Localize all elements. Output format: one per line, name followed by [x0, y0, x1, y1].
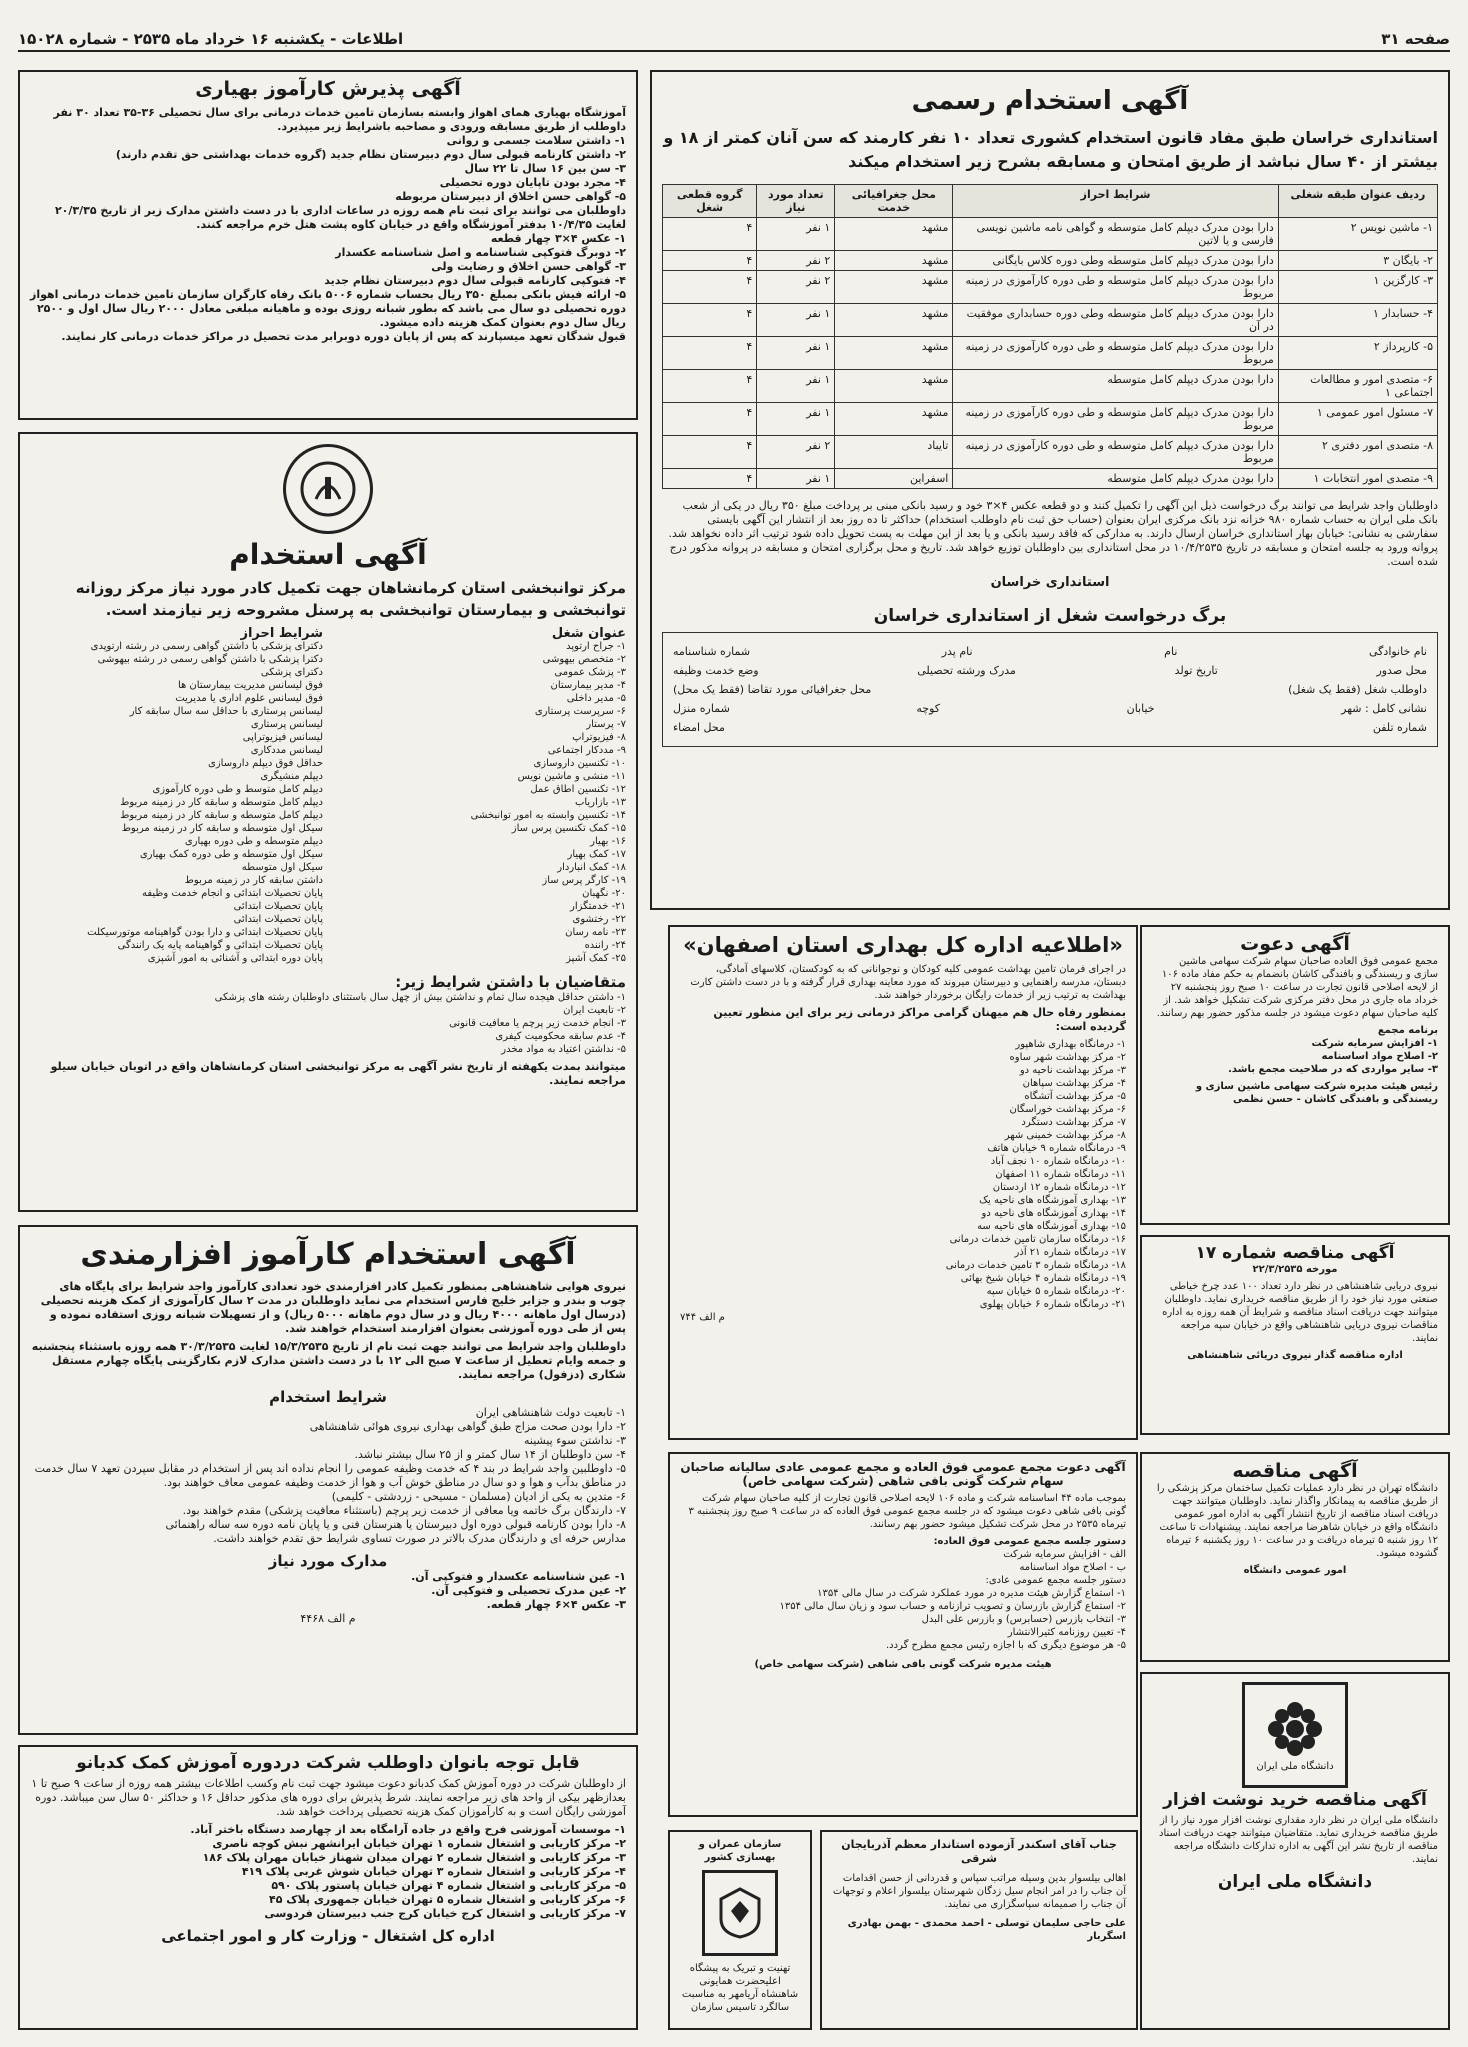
job-list: ۱- جراح ارتوپد ۲- متخصص بیهوشی ۳- پزشک عمومی ۴- مدیر بیمارستان ۵- مدیر داخلی ۶- سرپرست پرستاری ۷- پرستار ۸- فیزیوتراپ ۹- مددکار اجتماعی ۱۰- تکنسین داروسازی ۱۱- منشی و ماشین نویس ۱۲- تکنسین اطاق عمل ۱۳- بازاریاب ۱۴- تکنسین وابسته به امور توانبخشی ۱۵- کمک تکنسین پرس ساز ۱۶- بهیار ۱۷- کمک بهیار ۱۸- کمک انباردار ۱۹- کارگر پرس ساز ۲۰- نگهبان ۲۱- خدمتگزار ۲۲- رختشوی ۲۳- نامه رسان ۲۴- راننده ۲۵- کمک آشپز — [470, 641, 626, 964]
kermanshah-jobs — [30, 627, 626, 965]
khorasan-intro: استانداری خراسان طبق مفاد قانون استخدام کشوری تعداد ۱۰ نفر کارمند که سن آنان کمتر از ۱۸ و بیشتر از ۴۰ سال نباشد از طریق امتحان و مسابقه بشرح زیر استخدام میکند — [663, 128, 1438, 171]
khorasan-title: آگهی استخدام رسمی — [911, 86, 1189, 116]
col-job-header: عنوان شغل — [551, 626, 626, 641]
majma-body: بموجب ماده ۴۴ اساسنامه شرکت و ماده ۱۰۶ لایحه اصلاحی قانون تجارت از کلیه صاحبان سهام شرکت گونی بافی شاهی دعوت میشود که در جلسه مجمع عمومی فوق العاده که در ساعت ۹ صبح روز پنجشنبه ۳ تیرماه ۲۵۳۵ در محل شرکت تشکیل میشود حضور بهم رسانند. — [688, 1493, 1126, 1530]
monaqese17-signature: اداره مناقصه گذار نیروی دریائی شاهنشاهی — [1187, 1350, 1403, 1361]
table-row: ۸- متصدی امور دفتری ۲ دارا بودن مدرک دیپلم کامل متوسطه و طی دوره کارآموزی در زمینه مربوط تایباد ۲ نفر ۴ — [663, 436, 1438, 469]
software-ad — [1140, 1672, 1450, 2030]
software-title: آگهی مناقصه خرید نوشت افزار — [1163, 1790, 1427, 1810]
logo-caption: دانشگاه ملی ایران — [1256, 1760, 1334, 1772]
monaqese-body: دانشگاه تهران در نظر دارد عملیات تکمیل ساختمان مرکز پزشکی را از طریق مناقصه به پیمانکار واگذار نماید. داوطلبان میتوانند جهت دریافت اسناد مناقصه از تاریخ انتشار آگهی به اداره امور عمومی دانشگاه واقع در خیابان شاهرضا مراجعه نمایند. پیشنهادات تا ساعت ۱۲ روز شنبه ۵ تیرماه دریافت و در ساعت ۱۰ روز یکشنبه ۶ تیرماه گشوده میشود. — [1156, 1483, 1438, 1559]
majma-agenda-title: دستور جلسه مجمع عمومی فوق العاده: — [933, 1536, 1126, 1547]
kermanshah-title: آگهی استخدام — [229, 538, 427, 571]
karamouz-code: م الف ۴۴۶۸ — [300, 1612, 356, 1625]
davat-title: آگهی دعوت — [1240, 933, 1350, 955]
kadbanu-ad — [18, 1745, 638, 2030]
page-header — [18, 28, 1450, 52]
col-title: ردیف عنوان طبقه شغلی — [1278, 185, 1437, 218]
monaqese17-title: آگهی مناقصه شماره ۱۷ — [1195, 1243, 1395, 1263]
flower-icon — [1264, 1698, 1326, 1760]
col-req-header: شرایط احراز — [240, 626, 323, 641]
ministry-logo-icon — [283, 444, 373, 534]
isfahan-list: ۱- درمانگاه بهداری شاهپور ۲- مرکز بهداشت شهر ساوه ۳- مرکز بهداشت ناحیه دو ۴- مرکز بهداشت سپاهان ۵- مرکز بهداشت آتشگاه ۶- مرکز بهداشت خوراسگان ۷- مرکز بهداشت دستگرد ۸- مرکز بهداشت خمینی شهر ۹- درمانگاه شماره ۹ خیابان هاتف ۱۰- درمانگاه شماره ۱۰ نجف آباد ۱۱- درمانگاه شماره ۱۱ اصفهان ۱۲- درمانگاه شماره ۱۲ اردستان ۱۳- بهداری آموزشگاه های ناحیه یک ۱۴- بهداری آموزشگاه های ناحیه دو ۱۵- بهداری آموزشگاه های ناحیه سه ۱۶- درمانگاه سازمان تامین خدمات درمانی ۱۷- درمانگاه شماره ۲۱ آذر ۱۸- درمانگاه شماره ۳ تامین خدمات درمانی ۱۹- درمانگاه شماره ۴ خیابان شیخ بهائی ۲۰- درمانگاه شماره ۵ خیابان سپه ۲۱- درمانگاه شماره ۶ خیابان پهلوی — [945, 1039, 1126, 1310]
kermanshah-outro: میتوانند بمدت یکهفته از تاریخ نشر آگهی به مرکز توانبخشی استان کرمانشاهان واقع در اتوبان خیابان سیلو مراجعه نمایند. — [50, 1060, 626, 1087]
isfahan-subtitle: بمنظور رفاه حال هم میهنان گرامی مراکز درمانی زیر برای این منظور تعیین گردیده است: — [713, 1006, 1126, 1033]
issue-info: اطلاعات - یکشنبه ۱۶ خرداد ماه ۲۵۳۵ - شماره ۱۵۰۲۸ — [18, 30, 404, 48]
kermanshah-cond-title: متقاضیان با داشتن شرایط زیر: — [395, 973, 626, 991]
karamouz-docs: ۱- عین شناسنامه عکسدار و فتوکپی آن. ۲- عین مدرک تحصیلی و فتوکپی آن. ۳- عکس ۴×۶ چهار قطعه. — [411, 1570, 626, 1611]
table-row: ۳- کارگزین ۱ دارا بودن مدرک دیپلم کامل متوسطه و طی دوره کارآموزی در زمینه مربوط مشهد ۲ نفر ۴ — [663, 271, 1438, 304]
behyari-ad — [18, 70, 638, 420]
thanks-signatures: علی حاجی سلیمان توسلی - احمد محمدی - بهمن بهادری اسگربار — [847, 1918, 1126, 1942]
karamouz-intro: نیروی هوایی شاهنشاهی بمنظور تکمیل کادر افزارمندی خود تعدادی کارآموز واجد شرایط برای پایگاه های چوب و بندر و جزایر خلیج فارس استخدام می نماید داوطلبان در مدت ۲ سال کارآموزی از کمک هزینه تحصیلی (درسال اول ماهانه ۴۰۰۰ ریال و در سال دوم ماهانه ۵۰۰۰ ریال) و از تسهیلات شبانه روزی استفاده نموده و پس از طی دوره آموزشی بعنوان افزارمند استخدام خواهند شد. — [40, 1280, 626, 1335]
isfahan-title: «اطلاعیه اداره کل بهداری استان اصفهان» — [683, 933, 1123, 957]
kermanshah-conds: ۱- داشتن حداقل هیجده سال تمام و نداشتن بیش از چهل سال باستثنای داوطلبان رشته های پزشکی ۲- تابعیت ایران ۳- انجام خدمت زیر پرچم یا معافیت قانونی ۴- عدم سابقه محکومیت کیفری ۵- نداشتن اعتیاد به مواد مخدر — [214, 992, 626, 1055]
davat-signature: رئیس هیئت مدیره شرکت سهامی ماشین سازی و ریسندگی و بافندگی کاشان - حسن نظمی — [1195, 1081, 1438, 1105]
table-row: ۵- کارپرداز ۲ دارا بودن مدرک دیپلم کامل متوسطه و طی دوره کارآموزی در زمینه مربوط مشهد ۱ نفر ۴ — [663, 337, 1438, 370]
col-location: محل جغرافیائی خدمت — [835, 185, 953, 218]
software-body: دانشگاه ملی ایران در نظر دارد مقداری نوشت افزار مورد نیاز را از طریق مناقصه خریداری نماید. متقاضیان میتوانند جهت دریافت اسناد مناقصه از تاریخ نشر این آگهی به اداره تدارکات دانشگاه مراجعه نمایند. — [1158, 1815, 1438, 1865]
khorasan-jobs-table — [662, 184, 1438, 489]
monaqese-title: آگهی مناقصه — [1232, 1460, 1358, 1482]
thanks-title: جناب آقای اسکندر آزموده استاندار معظم آذربایجان شرقی — [841, 1838, 1117, 1865]
omran-ad — [668, 1830, 812, 2030]
omran-body: تهنیت و تبریک به پیشگاه اعلیحضرت همایونی شاهنشاه آریامهر به مناسبت سالگرد تاسیس سازمان — [681, 1963, 799, 2013]
form-row: داوطلب شغل (فقط یک شغل) محل جغرافیائی مورد تقاضا (فقط یک محل) — [673, 683, 1427, 696]
davat-agenda: برنامه مجمع ۱- افزایش سرمایه شرکت ۲- اصلاح مواد اساسنامه ۳- سایر مواردی که در صلاحیت مجمع باشد. — [1228, 1025, 1438, 1075]
form-row: نشانی کامل : شهر خیابان کوچه شماره منزل — [673, 702, 1427, 715]
col-requirements: شرایط احراز — [953, 185, 1278, 218]
karamouz-note: داوطلبان واجد شرایط می توانند جهت ثبت نام از تاریخ ۱۵/۳/۲۵۳۵ لغایت ۳۰/۳/۲۵۳۵ همه روزه باستثناء پنجشنبه و جمعه وایام تعطیل از ساعت ۷ صبح الی ۱۲ با در دست داشتن مدارک لازم بکارگزینی پایگاه چهارم مستقل شکاری (دزفول) مراجعه نمایند. — [31, 1340, 626, 1381]
form-row: نام خانوادگی نام نام پدر شماره شناسنامه — [673, 645, 1427, 658]
karamouz-docs-title: مدارک مورد نیاز — [268, 1552, 388, 1570]
col-count: تعداد مورد نیاز — [757, 185, 835, 218]
form-row: محل صدور تاریخ تولد مدرک ورشته تحصیلی وضع خدمت وظیفه — [673, 664, 1427, 677]
monaqese17-date: مورخه ۲۲/۳/۲۵۳۵ — [1252, 1264, 1338, 1275]
khorasan-footer: داوطلبان واجد شرایط می توانند برگ درخواست ذیل این آگهی را تکمیل کنند و دو قطعه عکس ۴×۳ خود و رسید بانکی مبنی بر پرداخت مبلغ ۳۵۰ ریال در یکی از شعب بانک ملی ایران به حساب شماره ۹۸۰ خزانه نزد بانک مرکزی ایران بعنوان (حساب حق ثبت نام داوطلب استخدام) حداکثر تا ده روز بعد از انتشار این آگهی بایستی سفارشی به نشانی: خیابان بهار استانداری خراسان ارسال دارند. به مدارکی که فاقد رسید بانکی و یا بعد از این مهلت به پست تحویل داده شود ترتیب اثر داده نخواهد شد. پروانه ورود به جلسه امتحان و مسابقه در تاریخ ۱۰/۴/۲۵۳۵ در محل استانداری بین داوطلبان توزیع خواهد شد. تاریخ و محل برگزاری امتحان و مسابقه در پروانه مذکور درج شده است. — [668, 499, 1438, 568]
emblem-icon — [702, 1870, 778, 1956]
table-row: ۲- بایگان ۳ دارا بودن مدرک دیپلم کامل متوسطه وطی دوره کلاس بایگانی مشهد ۲ نفر ۴ — [663, 251, 1438, 271]
davat-ad — [1140, 925, 1450, 1225]
kermanshah-ad — [18, 432, 638, 1212]
monaqese-signature: امور عمومی دانشگاه — [1243, 1565, 1347, 1576]
kadbanu-title: قابل توجه بانوان داوطلب شرکت دردوره آموزش کمک کدبانو — [76, 1753, 580, 1773]
page-number: صفحه ۳۱ — [1381, 30, 1450, 48]
behyari-title: آگهی پذیرش کارآموز بهیاری — [195, 78, 461, 100]
omran-title: سازمان عمران و بهسازی کشور — [698, 1839, 782, 1863]
university-logo — [1152, 1680, 1438, 1790]
karamouz-title: آگهی استخدام کارآموز افزارمندی — [80, 1237, 576, 1272]
karamouz-ad — [18, 1225, 638, 1735]
davat-body: مجمع عمومی فوق العاده صاحبان سهام شرکت سهامی ماشین سازی و ریسندگی و بافندگی کاشان بانضمام به حکم مفاد ماده ۱۰۶ از لایحه اصلاحی قانون تجارت در ساعت ۱۰ صبح روز پنجشنبه ۲۷ خرداد ماه جاری در محل دفتر مرکزی شرکت تشکیل خواهد شد. از کلیه صاحبان سهام دعوت میشود در جلسه مذکور حضور بهم رسانند. — [1156, 956, 1438, 1019]
kermanshah-intro: مرکز توانبخشی استان کرمانشاهان جهت تکمیل کادر مورد نیاز مرکز روزانه توانبخشی و بیمارستان توانبخشی به پرسنل مشروحه زیر نیازمند است. — [75, 579, 626, 619]
karamouz-cond-title: شرایط استخدام — [269, 1388, 387, 1406]
table-row: ۷- مسئول امور عمومی ۱ دارا بودن مدرک دیپلم کامل متوسطه و طی دوره کارآموزی در زمینه مربوط مشهد ۱ نفر ۴ — [663, 403, 1438, 436]
kadbanu-units: ۱- موسسات آموزشی فرح واقع در جاده آرامگاه بعد از چهارصد دستگاه باختر آباد. ۲- مرکز کاریابی و اشتغال شماره ۱ تهران خیابان ایرانشهر نبش کوچه ناصری ۳- مرکز کاریابی و اشتغال شماره ۲ تهران میدان شهناز خیابان مهران پلاک ۱۸۶ ۴- مرکز کاریابی و اشتغال شماره ۳ تهران خیابان شوش غربی پلاک ۴۱۹ ۵- مرکز کاریابی و اشتغال شماره ۴ تهران خیابان پاستور پلاک ۵۹۰ ۶- مرکز کاریابی و اشتغال شماره ۵ تهران خیابان جمهوری پلاک ۴۵ ۷- مرکز کاریابی و اشتغال کرج خیابان کرج جنب دبیرستان فردوسی — [190, 1823, 626, 1920]
table-header-row — [663, 185, 1438, 218]
isfahan-intro: در اجرای فرمان تامین بهداشت عمومی کلیه کودکان و نوجوانانی که به کودکستان، کلاسهای آمادگی، دبستان، مدرسه راهنمایی و دبیرستان میروند که مورد معاینه بهداری قرار گرفته و با در دست داشتن کارت بهداشت به ترتیب زیر از خدمات رایگان برخوردار خواهند شد. — [690, 964, 1126, 1001]
table-row: ۴- حسابدار ۱ دارا بودن مدرک دیپلم کامل متوسطه وطی دوره حسابداری موفقیت در آن مشهد ۱ نفر ۴ — [663, 304, 1438, 337]
isfahan-code: م الف ۷۴۴ — [680, 1312, 725, 1323]
khorasan-signature: استانداری خراسان — [990, 575, 1110, 590]
application-form — [662, 632, 1438, 747]
majma-title: آگهی دعوت مجمع عمومی فوق العاده و مجمع عمومی عادی سالیانه صاحبان سهام شرکت گونی بافی شاهی (شرکت سهامی خاص) — [680, 1460, 1126, 1488]
karamouz-conds: ۱- تابعیت دولت شاهنشاهی ایران ۲- دارا بودن صحت مزاج طبق گواهی بهداری نیروی هوائی شاهنشاهی ۳- نداشتن سوء پیشینه ۴- سن داوطلبان از ۱۴ سال کمتر و از ۲۵ سال بیشتر نباشد. ۵- داوطلبین واجد شرایط در بند ۴ که خدمت وظیفه عمومی را انجام نداده اند پس از استخدام در مقابل سپردن تعهد ۷ سال خدمت در مناطق بدآب و هوا و دو سال در مناطق خوش آب و هوا از خدمت وظیفه عمومی معاف خواهند بود. ۶- متدین به یکی از ادیان (مسلمان - مسیحی - زردشتی - کلیمی) ۷- دارندگان برگ خاتمه ویا معافی از خدمت زیر پرچم (باستثناء معافیت پزشکی) مقدم خواهند بود. ۸- دارا بودن کارنامه قبولی دوره اول دبیرستان یا هنرستان فنی و یا پایان نامه دوره سه ساله راهنمائی مدارس حرفه ای و دارندگان مدرک بالاتر در صورت تساوی شرایط حق تقدم خواهند داشت. — [34, 1406, 626, 1545]
university-logo-frame — [1242, 1682, 1348, 1788]
khorasan-form-title: برگ درخواست شغل از استانداری خراسان — [873, 606, 1227, 626]
software-signature: دانشگاه ملی ایران — [1217, 1872, 1373, 1892]
majma-agenda: الف - افزایش سرمایه شرکت ب - اصلاح مواد اساسنامه دستور جلسه مجمع عمومی عادی: ۱- استماع گزارش هیئت مدیره در مورد عملکرد شرکت در سال مالی ۱۳۵۴ ۲- استماع گزارش بازرسان و تصویب ترازنامه و حساب سود و زیان سال مالی ۱۳۵۴ ۳- انتخاب بازرس (حسابرس) و بازرس علی البدل ۴- تعیین روزنامه کثیرالانتشار ۵- هر موضوع دیگری که با اجازه رئیس مجمع مطرح گردد. — [779, 1549, 1126, 1651]
kadbanu-signature: اداره کل اشتغال - وزارت کار و امور اجتماعی — [161, 1927, 495, 1945]
monaqese17-ad — [1140, 1235, 1450, 1435]
table-row: ۱- ماشین نویس ۲ دارا بودن مدرک دیپلم کامل متوسطه و گواهی نامه ماشین نویسی فارسی و یا لاتین مشهد ۱ نفر ۴ — [663, 218, 1438, 251]
isfahan-ad — [668, 925, 1138, 1440]
col-group: گروه قطعی شغل — [663, 185, 757, 218]
table-row: ۶- متصدی امور و مطالعات اجتماعی ۱ دارا بودن مدرک دیپلم کامل متوسطه مشهد ۱ نفر ۴ — [663, 370, 1438, 403]
majma-signature: هیئت مدیره شرکت گونی بافی شاهی (شرکت سهامی خاص) — [754, 1659, 1052, 1670]
table-row: ۹- متصدی امور انتخابات ۱ دارا بودن مدرک دیپلم کامل متوسطه اسفراین ۱ نفر ۴ — [663, 469, 1438, 489]
req-list: دکترای پزشکی با داشتن گواهی رسمی در رشته ارتوپدی دکترا پزشکی با داشتن گواهی رسمی در رشته بیهوشی دکترای پزشکی فوق لیسانس مدیریت بیمارستان ها فوق لیسانس علوم اداری یا مدیریت لیسانس پرستاری با حداقل سه سال سابقه کار لیسانس پرستاری لیسانس فیزیوتراپی لیسانس مددکاری حداقل فوق دیپلم داروسازی دیپلم منشیگری دیپلم کامل متوسط و طی دوره کارآموزی دیپلم کامل متوسطه و سابقه کار در زمینه مربوط دیپلم کامل متوسطه و سابقه کار در زمینه مربوط سیکل اول متوسطه و سابقه کار در زمینه مربوط دیپلم متوسطه و طی دوره بهیاری سیکل اول متوسطه و طی دوره کمک بهیاری سیکل اول متوسطه داشتن سابقه کار در زمینه مربوط پایان تحصیلات ابتدائی و انجام خدمت وظیفه پایان تحصیلات ابتدائی پایان تحصیلات ابتدائی پایان تحصیلات ابتدائی و دارا بودن گواهینامه موتورسیکلت پایان تحصیلات ابتدائی و گواهینامه پایه یک رانندگی پایان دوره ابتدائی و آشنائی به امور آشپزی — [87, 641, 323, 964]
monaqese17-body: نیروی دریایی شاهنشاهی در نظر دارد تعداد ۱۰۰ عدد چرخ خیاطی صنعتی مورد نیاز خود را از طریق مناقصه خریداری نماید. داوطلبان میتوانند جهت دریافت اسناد مناقصه و شرایط آن همه روزه به اداره مناقصات نیروی دریایی شاهنشاهی واقع در خیابان سپه مراجعه نمایند. — [1162, 1281, 1438, 1344]
monaqese-ad — [1140, 1452, 1450, 1662]
behyari-body: آموزشگاه بهیاری همای اهواز وابسته بسازمان تامین خدمات درمانی برای سال تحصیلی ۳۶-۳۵ تعداد ۳۰ نفر داوطلب از طریق مسابقه ورودی و مصاحبه باشرایط زیر میپذیرد. ۱- داشتن سلامت جسمی و روانی ۲- داشتن کارنامه قبولی سال دوم دبیرستان نظام جدید (گروه خدمات بهداشتی حق تقدم دارند) ۳- سن بین ۱۶ سال تا ۲۲ سال ۴- مجرد بودن تاپایان دوره تحصیلی ۵- گواهی حسن اخلاق از دبیرستان مربوطه داوطلبان می توانند برای ثبت نام همه روزه در ساعات اداری با در دست داشتن مدارک زیر از تاریخ ۲۰/۳/۳۵ لغایت ۱۰/۴/۳۵ بدفتر آموزشگاه واقع در خیابان کاوه پشت هتل خرم مراجعه کنند. ۱- عکس ۴×۳ چهار قطعه ۲- دوبرگ فتوکپی شناسنامه و اصل شناسنامه عکسدار ۳- گواهی حسن اخلاق و رضایت ولی ۴- فتوکپی کارنامه قبولی سال دوم دبیرستان نظام جدید ۵- ارائه فیش بانکی بمبلغ ۳۵۰ ریال بحساب شماره ۵۰۰۶ بانک رفاه کارگران سازمان تامین خدمات درمانی اهواز دوره تحصیلی دو سال می باشد که بطور شبانه روزی بوده و ماهیانه مبلغی معادل ۲۰۰۰ ریال سال اول و ۲۵۰۰ ریال سال دوم بعنوان کمک هزینه داده میشود. قبول شدگان تعهد میسپارند که پس از پایان دوره دوبرابر مدت تحصیل در مراکز خدمات درمانی کار نمایند. — [30, 106, 626, 343]
kadbanu-intro: از داوطلبان شرکت در دوره آموزش کمک کدبانو دعوت میشود جهت ثبت نام وکسب اطلاعات بیشتر همه روزه از ساعت ۹ صبح تا ۱ بعدازظهر بیکی از واحد های زیر مراجعه نمایند. شرط پذیرش برای دوره های مذکور حداقل ۱۶ و حداکثر ۵۰ سال سن میباشد. دوره آموزشی رایگان است و به کارآموزان کمک هزینه تحصیلی پرداخت خواهد شد. — [31, 1777, 626, 1818]
form-row: شماره تلفن محل امضاء — [673, 721, 1427, 734]
majma-ad — [668, 1452, 1138, 1817]
khorasan-ad — [650, 70, 1450, 910]
thanks-body: اهالی بیلسوار بدین وسیله مراتب سپاس و قدردانی از حسن اقدامات آن جناب را در امر انجام سیل زدگان شهرستان بیلسوار اعلام و توجهات آن جناب را صمیمانه سپاسگزاری می نمایند. — [832, 1873, 1126, 1910]
thanks-ad — [820, 1830, 1138, 2030]
